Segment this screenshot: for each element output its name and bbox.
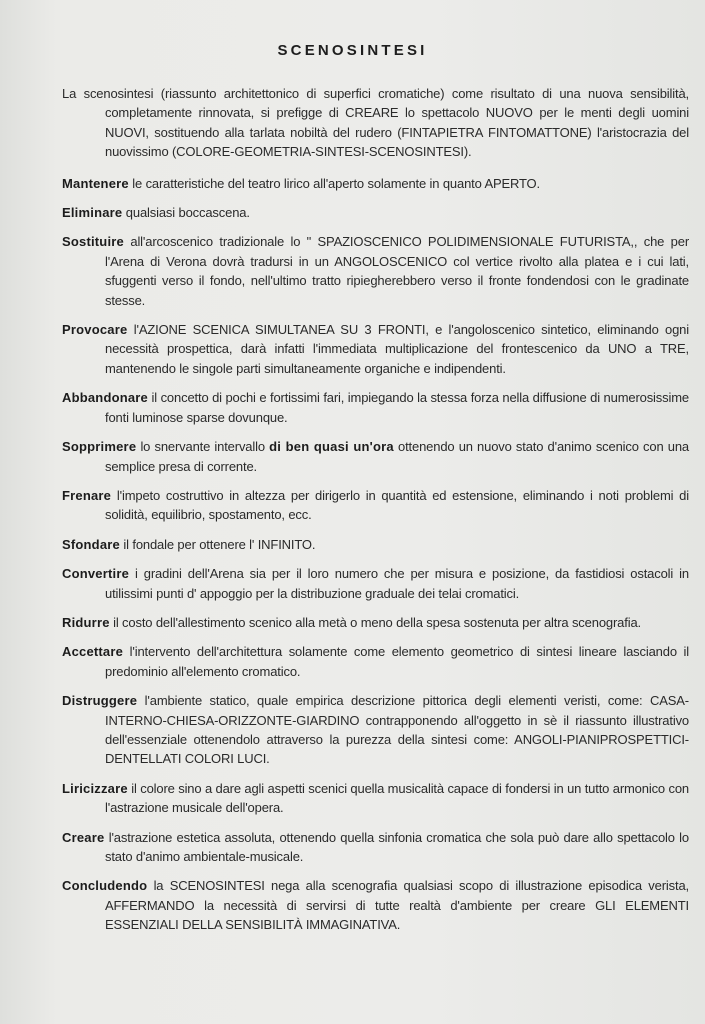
page-title: SCENOSINTESI bbox=[277, 42, 428, 59]
paragraph bbox=[62, 691, 689, 769]
bold-keyword: Mantenere bbox=[62, 175, 129, 191]
bold-keyword: Ridurre bbox=[62, 614, 110, 630]
paragraph-text: La scenosintesi (riassunto architettonico di superfici cromatiche) come risultato di una nuova sensibilità, completamente rinnovata, si prefigge di CREARE lo spettacolo NUOVO per le menti degli uomini NUOVI, sostituendo alla tarlata nobiltà del rudero (FINTAPIETRA FINTOMATTONE) l'aristocrazia del nuovissimo (COLORE-GEOMETRIA-SINTESI-SCENOSINTESI). bbox=[62, 86, 689, 160]
paragraph bbox=[62, 613, 689, 632]
paragraph bbox=[62, 642, 689, 681]
bold-keyword: Distruggere bbox=[62, 693, 138, 709]
bold-keyword: Creare bbox=[62, 829, 105, 845]
paragraph-text: l'intervento dell'architettura solamente come elemento geometrico di sintesi lineare lasciando il predominio all'elemento cromatico. bbox=[105, 644, 689, 679]
paragraph bbox=[62, 779, 689, 818]
paragraph bbox=[62, 828, 689, 867]
paragraph bbox=[62, 232, 689, 310]
paragraph-text: qualsiasi boccascena. bbox=[122, 205, 250, 221]
paragraph-text: la SCENOSINTESI nega alla scenografia qualsiasi scopo di illustrazione episodica verista, AFFERMANDO la necessità di servirsi di tutte realtà d'ambiente per creare GLI ELEMENTI ESSENZIALI DELLA SENSIBILITÀ IMMAGINATIVA. bbox=[105, 878, 689, 933]
paragraph-text: l'ambiente statico, quale empirica descrizione pittorica degli elementi veristi, come: CASA-INTERNO-CHIESA-ORIZZONTE-GIARDINO contrapponendo all'oggetto in sè il riassunto illustrativo dell'essenziale ottenendolo attraverso la purezza della sintesi come: ANGOLI-PIANIPROSPETTICI-DENTELLATI COLORI LUCI. bbox=[105, 693, 689, 767]
paragraph bbox=[62, 486, 689, 525]
paragraph bbox=[62, 876, 689, 934]
bold-keyword: Convertire bbox=[62, 566, 130, 582]
paragraph-text: ottenendo un nuovo stato d'animo scenico con una semplice presa di corrente. bbox=[105, 439, 689, 474]
bold-keyword: Accettare bbox=[62, 644, 124, 660]
paragraph-text: l'impeto costruttivo in altezza per dirigerlo in quantità ed estensione, eliminando i noti problemi di solidità, equilibrio, spostamento, ecc. bbox=[105, 487, 689, 523]
paragraph bbox=[62, 84, 689, 162]
paragraph-text: i gradini dell'Arena sia per il loro numero che per misura e posizione, da fastidiosi ostacoli in utilissimi punti d' appoggio per la distribuzione graduale dei telai cromatici. bbox=[105, 566, 689, 601]
bold-keyword: Eliminare bbox=[62, 205, 123, 221]
paragraph-text: il concetto di pochi e fortissimi fari, impiegando la stessa forza nella diffusione di numerosissime fonti luminose sparse dovunque. bbox=[105, 390, 689, 425]
bold-keyword: Liricizzare bbox=[62, 780, 128, 796]
paragraph bbox=[62, 203, 689, 222]
paragraph bbox=[62, 320, 689, 378]
bold-keyword: Sfondare bbox=[62, 536, 120, 552]
bold-keyword: Sopprimere bbox=[62, 439, 137, 455]
bold-keyword: di ben quasi un'ora bbox=[269, 439, 394, 455]
paragraph-text: l'AZIONE SCENICA SIMULTANEA SU 3 FRONTI, e l'angoloscenico sintetico, eliminando ogni necessità prospettica, darà infatti l'immediata multiplicazione del frontescenico da UNO a TRE, mantenendo le singole parti simultaneamente organiche e indipendenti. bbox=[105, 322, 689, 376]
paragraph bbox=[62, 564, 689, 603]
bold-keyword: Concludendo bbox=[62, 878, 148, 894]
paragraph-text: il costo dell'allestimento scenico alla metà o meno della spesa sostenuta per altra scenografia. bbox=[109, 614, 641, 630]
bold-keyword: Abbandonare bbox=[62, 390, 148, 406]
bold-keyword: Frenare bbox=[62, 487, 112, 503]
paragraph-text: all'arcoscenico tradizionale lo " SPAZIOSCENICO POLIDIMENSIONALE FUTURISTA,, che per l'Arena di Verona dovrà tradursi in un ANGOLOSCENICO col vertice rivolto alla platea e i cui lati, sfuggenti verso il fondo, nell'ultimo tratto ripiegherebbero verso il fronte fondendosi con le gradinate stesse. bbox=[105, 234, 689, 308]
paragraph-text: lo snervante intervallo bbox=[136, 439, 270, 455]
paragraph-text: il fondale per ottenere l' INFINITO. bbox=[119, 536, 316, 552]
paragraph-text: l'astrazione estetica assoluta, ottenendo quella sinfonia cromatica che sola può dare allo spettacolo lo stato d'animo ambientale-musicale. bbox=[104, 829, 689, 864]
bold-keyword: Provocare bbox=[62, 322, 128, 338]
paragraph-text: il colore sino a dare agli aspetti scenici quella musicalità capace di fondersi in un tutto armonico con l'astrazione musicale dell'opera. bbox=[105, 780, 689, 816]
paragraph bbox=[62, 388, 689, 427]
paragraph bbox=[62, 437, 689, 476]
paragraph bbox=[62, 535, 689, 554]
bold-keyword: Sostituire bbox=[62, 234, 124, 250]
paragraph-text: le caratteristiche del teatro lirico all'aperto solamente in quanto APERTO. bbox=[128, 175, 540, 191]
document-body bbox=[62, 84, 689, 945]
paragraph bbox=[62, 174, 689, 193]
